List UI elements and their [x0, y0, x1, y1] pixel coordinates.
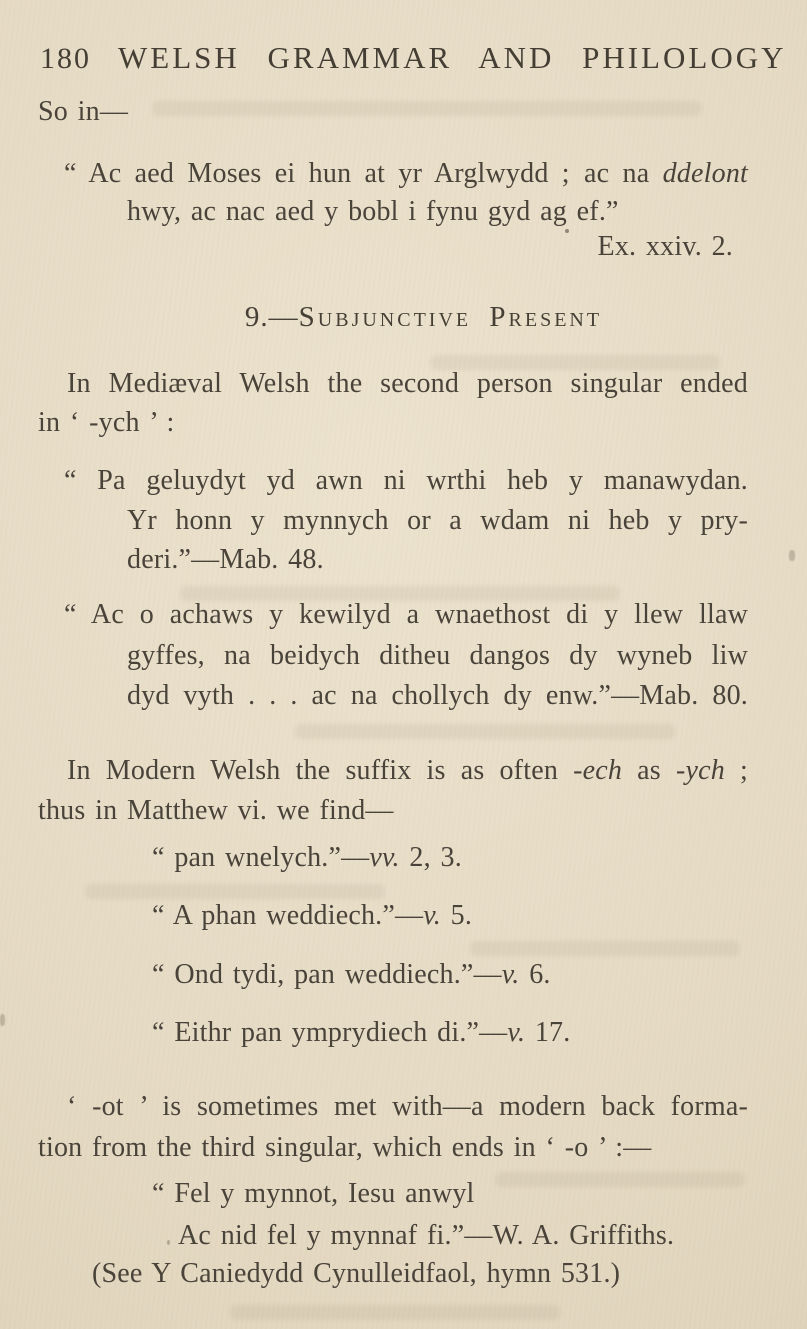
- verse-quote-text: “ Ond tydi, pan weddiech.”—: [152, 959, 502, 990]
- para-modern-line-1: [67, 752, 748, 790]
- quote-mab80-line-3: dyd vyth . . . ac na chollych dy enw.”—Mab. 80.: [127, 680, 748, 711]
- show-through-smudge: [152, 101, 702, 116]
- quote-hymn-line-1: “ Fel y mynnot, Iesu anwyl: [152, 1178, 475, 1209]
- ink-speck: [789, 550, 795, 561]
- quote-moses-italic-word: ddelont: [662, 158, 748, 189]
- verse-ref-italic: v.: [423, 900, 441, 931]
- verse-numbers: 2, 3.: [399, 842, 462, 873]
- header-title: WELSH GRAMMAR AND PHILOLOGY: [118, 40, 787, 75]
- verse-quote-text: “ Eithr pan ymprydiech di.”—: [152, 1017, 508, 1048]
- quote-hymn-note: (See Y Caniedydd Cynulleidfaol, hymn 531.): [92, 1258, 621, 1289]
- suffix-ech-italic: -ech: [573, 755, 623, 786]
- quote-mab48-line-3: deri.”—Mab. 48.: [127, 544, 324, 575]
- intro-line: So in—: [38, 96, 129, 127]
- ink-speck: [0, 1014, 5, 1026]
- quote-moses-text: “ Ac aed Moses ei hun at yr Arglwydd ; ac na: [64, 158, 663, 189]
- para-ot-line-1: ‘ -ot ’ is sometimes met with—a modern back forma-: [67, 1091, 748, 1122]
- quote-moses-line-1: [64, 155, 748, 193]
- para-modern-line-2: thus in Matthew vi. we find—: [38, 795, 394, 826]
- para-modern-text-3: ;: [724, 755, 748, 786]
- section-heading: [0, 301, 807, 334]
- show-through-smudge: [470, 941, 740, 956]
- show-through-smudge: [230, 1305, 560, 1320]
- verse-quote: [152, 1014, 570, 1052]
- show-through-smudge: [495, 1172, 745, 1187]
- verse-numbers: 17.: [525, 1017, 571, 1048]
- verse-ref-italic: v.: [507, 1017, 526, 1048]
- verse-ref-italic: vv.: [369, 842, 400, 873]
- para-ot-line-2: tion from the third singular, which ends in ‘ -o ’ :—: [38, 1132, 652, 1163]
- verse-numbers: 5.: [440, 900, 473, 931]
- quote-hymn-line-2: Ac nid fel y mynnaf fi.”—W. A. Griffiths.: [178, 1220, 675, 1251]
- quote-moses-line-2: hwy, ac nac aed y bobl i fynu gyd ag ef.”: [127, 196, 619, 227]
- para-medieval-line-2: in ‘ -ych ’ :: [38, 407, 175, 438]
- para-modern-text-2: as: [622, 755, 676, 786]
- section-number: 9.—: [244, 301, 299, 333]
- para-medieval-line-1: In Mediæval Welsh the second person singular ended: [67, 368, 748, 399]
- show-through-smudge: [295, 724, 675, 739]
- section-title: Subjunctive Present: [298, 301, 603, 333]
- running-header: [40, 40, 786, 76]
- quote-mab80-line-1: “ Ac o achaws y kewilyd a wnaethost di y llew llaw: [64, 599, 748, 630]
- verse-quote: [152, 956, 551, 994]
- para-modern-text-1: In Modern Welsh the suffix is as often: [67, 755, 574, 786]
- quote-mab48-line-2: Yr honn y mynnych or a wdam ni heb y pry-: [127, 505, 748, 536]
- ink-speck: [167, 1240, 170, 1245]
- quote-mab48-line-1: “ Pa geluydyt yd awn ni wrthi heb y manawydan.: [64, 465, 748, 496]
- verse-quote: [152, 897, 472, 935]
- verse-ref-italic: v.: [501, 959, 520, 990]
- verse-numbers: 6.: [519, 959, 551, 990]
- page-number: 180: [40, 42, 91, 75]
- verse-quote-text: “ pan wnelych.”—: [152, 842, 370, 873]
- quote-mab80-line-2: gyffes, na beidych ditheu dangos dy wyneb liw: [127, 640, 748, 671]
- quote-moses-citation: Ex. xxiv. 2.: [597, 231, 733, 262]
- suffix-ych-italic: -ych: [675, 755, 725, 786]
- verse-quote: [152, 839, 462, 877]
- verse-quote-text: “ A phan weddiech.”—: [152, 900, 424, 931]
